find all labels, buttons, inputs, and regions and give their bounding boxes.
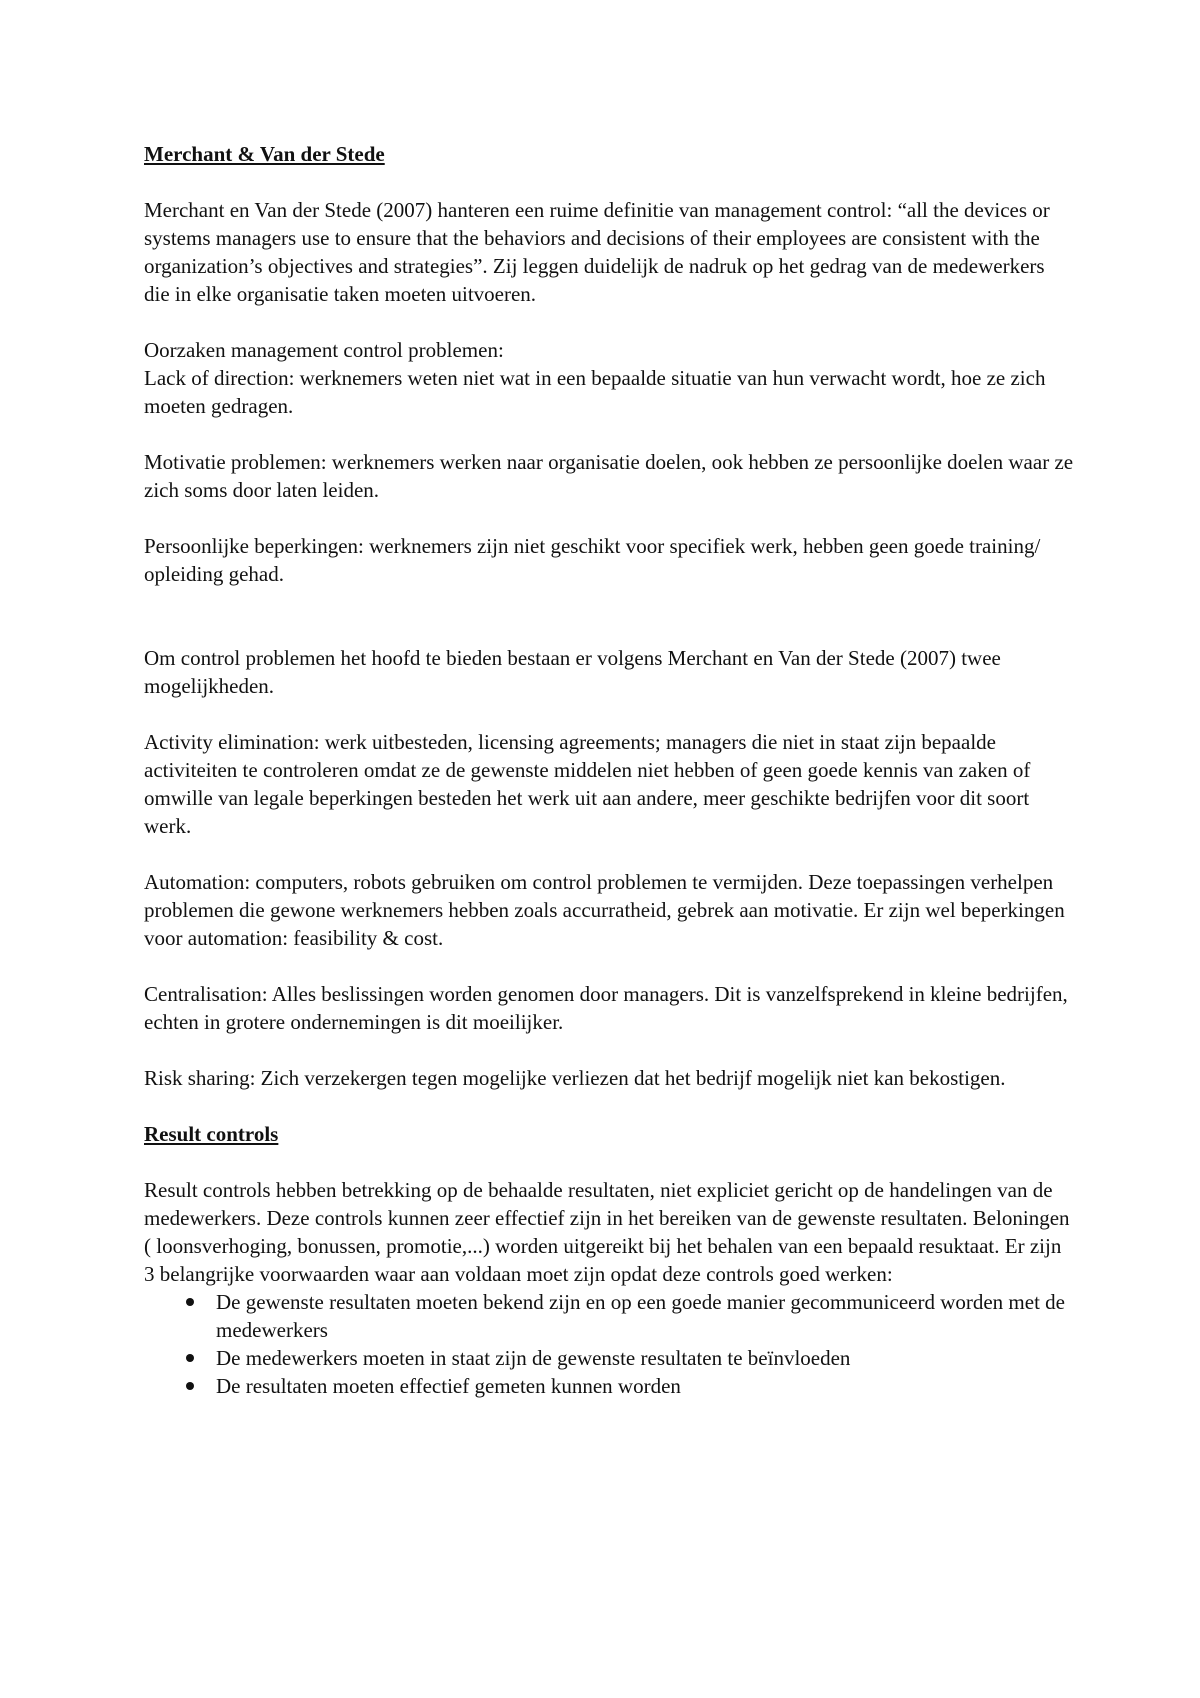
section-heading-result-controls: Result controls [144, 1122, 279, 1146]
conditions-list [144, 1288, 1074, 1400]
lack-of-direction-paragraph: Lack of direction: werknemers weten niet wat in een bepaalde situatie van hun verwacht wordt, hoe ze zich moeten gedragen. [144, 366, 1046, 418]
causes-label: Oorzaken management control problemen: [144, 338, 504, 362]
causes-block [144, 336, 1074, 420]
activity-elimination-paragraph: Activity elimination: werk uitbesteden, licensing agreements; managers die niet in staat zijn bepaalde activiteiten te controleren omdat ze de gewenste middelen niet hebben of geen goede kennis van zaken of omwille van legale beperkingen besteden het werk uit aan andere, meer geschikte bedrijfen voor dit soort werk. [144, 730, 1031, 838]
motivation-paragraph: Motivatie problemen: werknemers werken naar organisatie doelen, ook hebben ze persoonlijke doelen waar ze zich soms door laten leiden. [144, 450, 1074, 502]
centralisation-paragraph: Centralisation: Alles beslissingen worden genomen door managers. Dit is vanzelfsprekend in kleine bedrijfen, echten in grotere ondernemingen is dit moeilijker. [144, 982, 1068, 1034]
document-page [144, 140, 1074, 1400]
intro-paragraph: Merchant en Van der Stede (2007) hanteren een ruime definitie van management control: “all the devices or systems managers use to ensure that the behaviors and decisions of their employees are consistent with the organization’s objectives and strategies”. Zij leggen duidelijk de nadruk op het gedrag van de medewerkers die in elke organisatie taken moeten uitvoeren. [144, 198, 1050, 306]
risk-sharing-paragraph: Risk sharing: Zich verzekergen tegen mogelijke verliezen dat het bedrijf mogelijk niet kan bekostigen. [144, 1066, 1006, 1090]
list-item [144, 1288, 1074, 1344]
section-heading-merchant: Merchant & Van der Stede [144, 142, 385, 166]
list-item-text: De resultaten moeten effectief gemeten kunnen worden [216, 1374, 681, 1398]
bullet-icon [186, 1298, 194, 1306]
automation-paragraph: Automation: computers, robots gebruiken om control problemen te vermijden. Deze toepassingen verhelpen problemen die gewone werknemers hebben zoals accurratheid, gebrek aan motivatie. Er zijn wel beperkingen voor automation: feasibility & cost. [144, 870, 1065, 950]
personal-limits-paragraph: Persoonlijke beperkingen: werknemers zijn niet geschikt voor specifiek werk, hebben geen goede training/ opleiding gehad. [144, 534, 1041, 586]
result-controls-paragraph: Result controls hebben betrekking op de behaalde resultaten, niet expliciet gericht op de handelingen van de medewerkers. Deze controls kunnen zeer effectief zijn in het bereiken van de gewenste resultaten. Beloningen ( loonsverhoging, bonussen, promotie,...) worden uitgereikt bij het behalen van een bepaald resuktaat. Er zijn 3 belangrijke voorwaarden waar aan voldaan moet zijn opdat deze controls goed werken: [144, 1178, 1070, 1286]
bullet-icon [186, 1354, 194, 1362]
list-item [144, 1372, 1074, 1400]
list-item-text: De gewenste resultaten moeten bekend zijn en op een goede manier gecommuniceerd worden met de medewerkers [216, 1290, 1065, 1342]
list-item-text: De medewerkers moeten in staat zijn de gewenste resultaten te beïnvloeden [216, 1346, 851, 1370]
list-item [144, 1344, 1074, 1372]
bullet-icon [186, 1382, 194, 1390]
options-intro-paragraph: Om control problemen het hoofd te bieden bestaan er volgens Merchant en Van der Stede (2007) twee mogelijkheden. [144, 646, 1001, 698]
